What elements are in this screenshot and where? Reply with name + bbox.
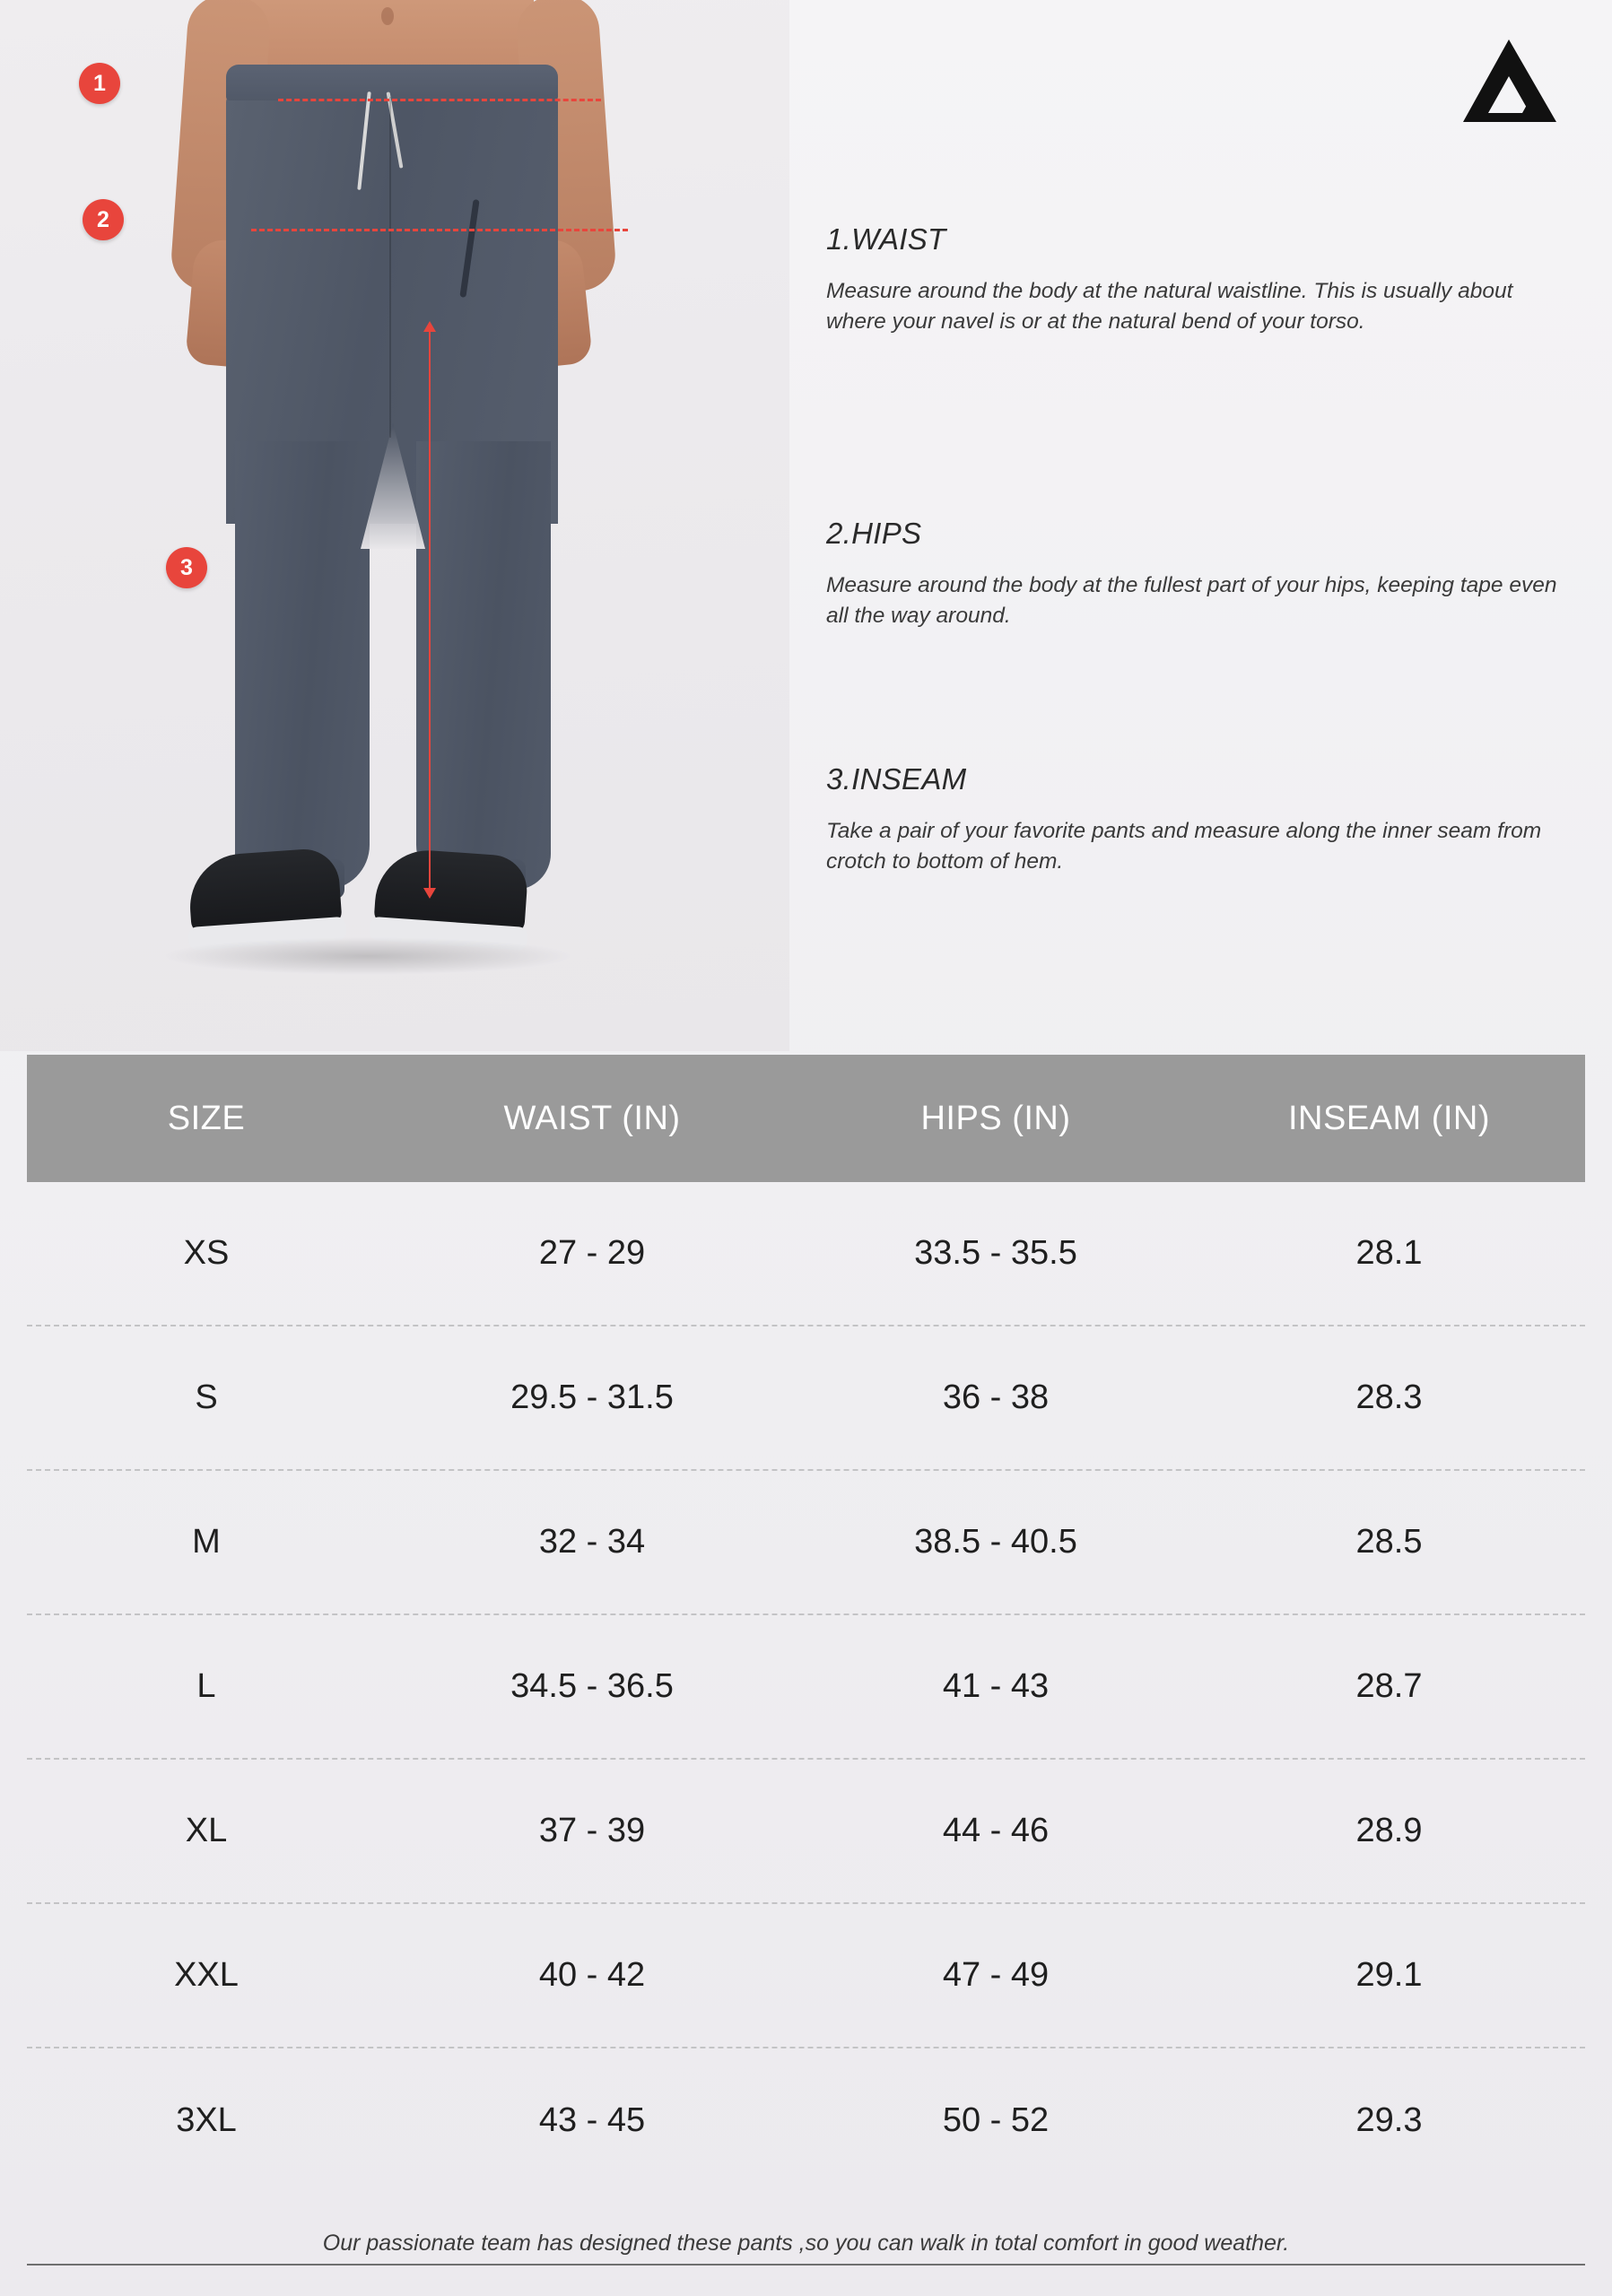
cell-hips: 47 - 49 [942, 1956, 1050, 1994]
pants-center-seam [389, 97, 391, 438]
column-header-size: SIZE [167, 1099, 246, 1137]
cell-waist: 32 - 34 [538, 1523, 646, 1561]
cell-waist: 43 - 45 [538, 2101, 646, 2139]
table-row [27, 1326, 1585, 1471]
instructions-panel [821, 0, 1612, 1051]
table-row [27, 1760, 1585, 1904]
cell-hips: 36 - 38 [942, 1378, 1050, 1416]
cell-inseam: 28.9 [1355, 1812, 1423, 1849]
instruction-inseam-body: Take a pair of your favorite pants and measure along the inner seam from crotch to bottom of hem. [826, 819, 1542, 874]
cell-waist: 37 - 39 [538, 1812, 646, 1849]
waist-measure-line [278, 99, 601, 101]
cell-inseam: 29.3 [1355, 2101, 1423, 2139]
cell-hips: 38.5 - 40.5 [914, 1523, 1077, 1561]
cell-inseam: 28.1 [1355, 1234, 1423, 1272]
cell-hips: 44 - 46 [942, 1812, 1050, 1849]
column-header-waist: WAIST (IN) [503, 1099, 681, 1137]
instruction-hips-title: 2.HIPS [826, 517, 922, 550]
cell-size: XL [185, 1812, 228, 1849]
cell-waist: 40 - 42 [538, 1956, 646, 1994]
cell-hips: 50 - 52 [942, 2101, 1050, 2139]
table-row [27, 1182, 1585, 1326]
cell-waist: 27 - 29 [538, 1234, 646, 1272]
cell-size: 3XL [176, 2101, 237, 2139]
table-header-row [27, 1055, 1585, 1182]
table-row [27, 1471, 1585, 1615]
cell-size: XXL [174, 1956, 239, 1994]
cell-inseam: 28.3 [1355, 1378, 1423, 1416]
size-table [27, 1055, 1585, 2193]
table-row [27, 1904, 1585, 2048]
table-row [27, 1615, 1585, 1760]
cell-waist: 29.5 - 31.5 [510, 1378, 674, 1416]
cell-inseam: 29.1 [1355, 1956, 1423, 1994]
pants-leg-left [235, 441, 370, 890]
footnote-text: Our passionate team has designed these pants ,so you can walk in total comfort in good weather. [27, 2231, 1585, 2266]
cell-waist: 34.5 - 36.5 [510, 1667, 674, 1705]
cell-size: XS [183, 1234, 230, 1272]
inseam-measure-arrow [429, 323, 431, 897]
column-header-inseam: INSEAM (IN) [1287, 1099, 1491, 1137]
column-header-hips: HIPS (IN) [920, 1099, 1071, 1137]
brand-logo-icon [1460, 38, 1558, 124]
model-navel [381, 7, 394, 25]
cell-hips: 41 - 43 [942, 1667, 1050, 1705]
instruction-hips [826, 517, 1571, 631]
cell-inseam: 28.5 [1355, 1523, 1423, 1561]
floor-shadow [161, 937, 574, 975]
pants-waistband [226, 65, 558, 100]
instruction-waist [826, 222, 1571, 336]
marker-3-inseam: 3 [166, 547, 207, 588]
cell-inseam: 28.7 [1355, 1667, 1423, 1705]
instruction-inseam-title: 3.INSEAM [826, 762, 967, 796]
marker-1-waist: 1 [79, 63, 120, 104]
table-row [27, 2048, 1585, 2193]
instruction-hips-body: Measure around the body at the fullest part of your hips, keeping tape even all the way around. [826, 573, 1557, 628]
pants-leg-right [416, 441, 551, 890]
cell-size: M [192, 1523, 221, 1561]
cell-hips: 33.5 - 35.5 [914, 1234, 1077, 1272]
cell-size: L [196, 1667, 216, 1705]
cell-size: S [195, 1378, 218, 1416]
instruction-inseam [826, 762, 1571, 876]
model-photo [0, 0, 789, 1051]
instruction-waist-body: Measure around the body at the natural waistline. This is usually about where your navel is or at the natural bend of your torso. [826, 279, 1513, 334]
marker-2-hips: 2 [83, 199, 124, 240]
hips-measure-line [251, 229, 628, 231]
jogger-pants [226, 65, 558, 890]
instruction-waist-title: 1.WAIST [826, 222, 946, 256]
top-section [0, 0, 1612, 1051]
